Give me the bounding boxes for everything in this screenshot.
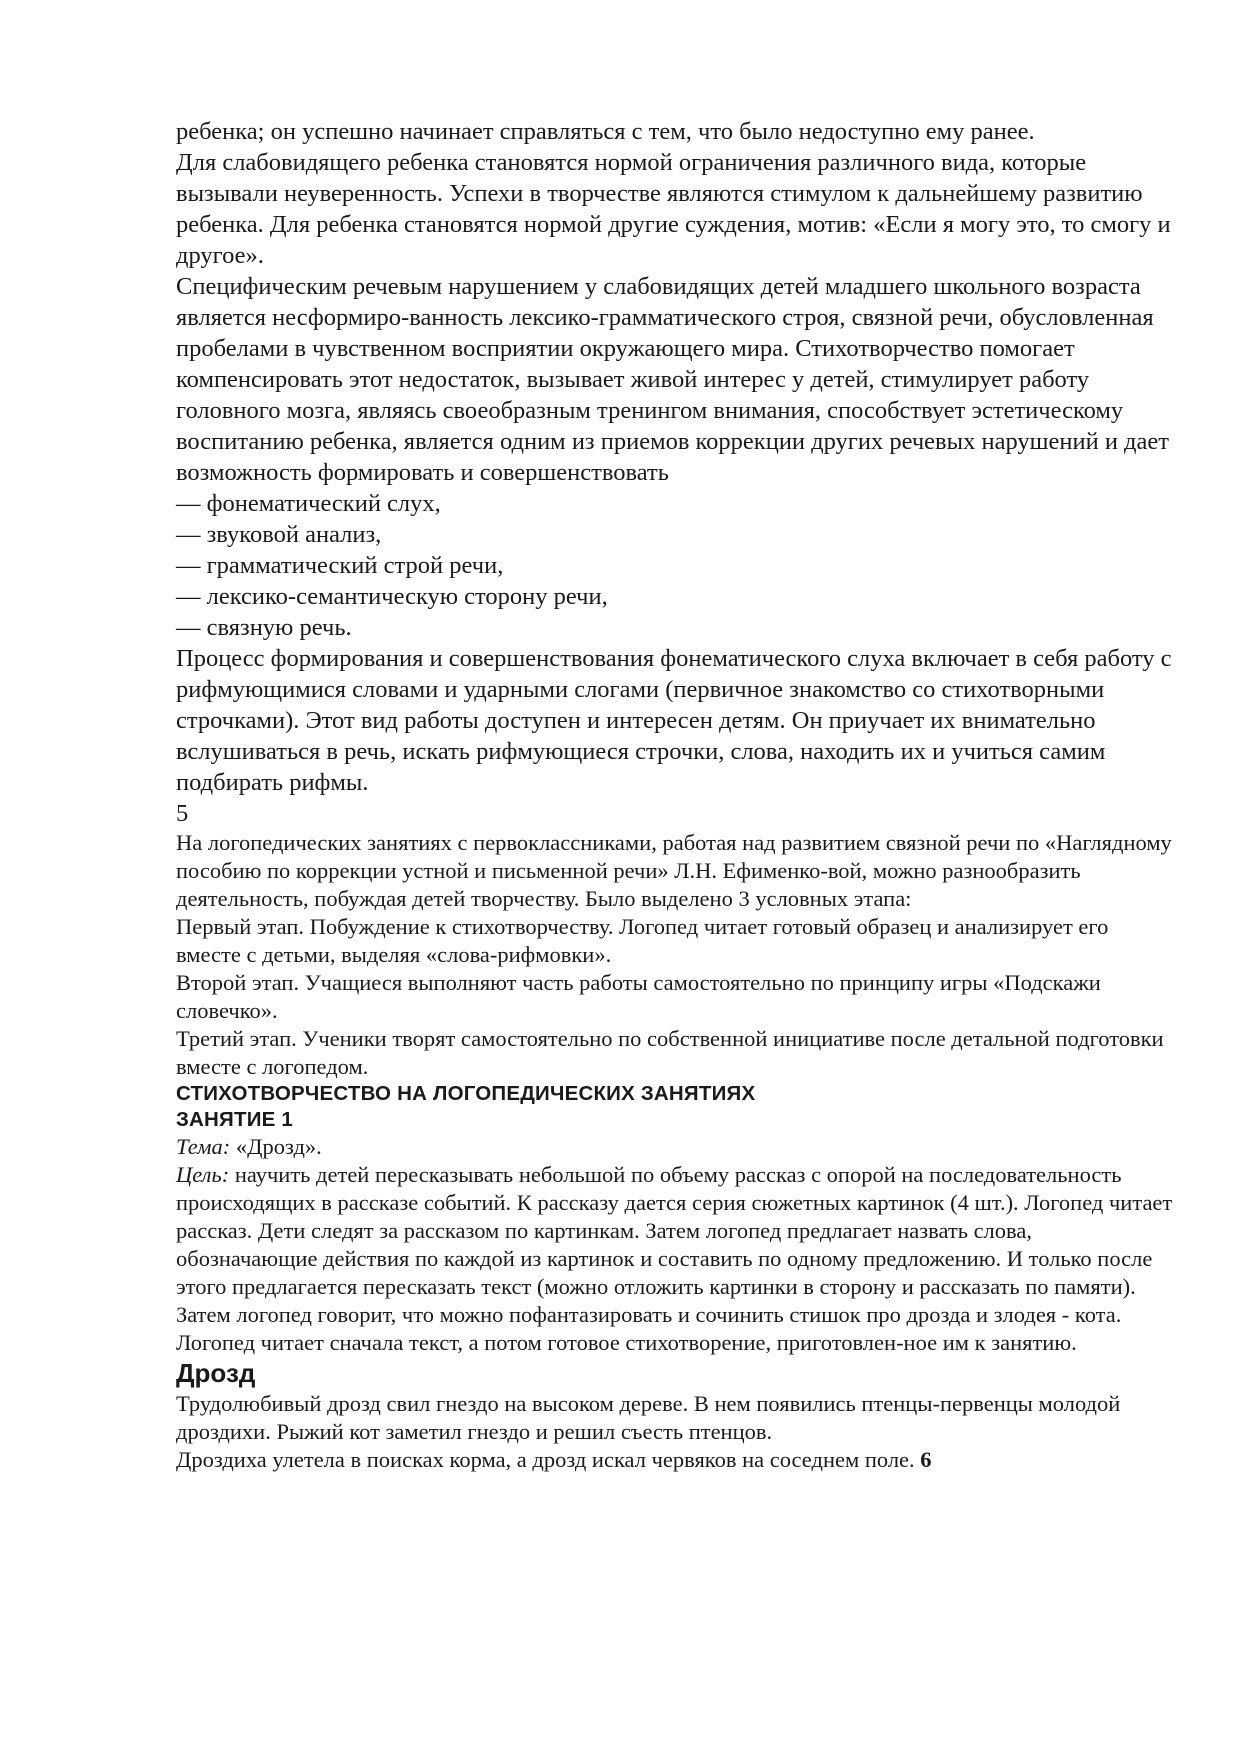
list-item: — связную речь. — [176, 614, 352, 641]
paragraph: ребенка; он успешно начинает справляться с тем, что было недоступно ему ранее. — [176, 118, 1035, 145]
lesson-heading: ЗАНЯТИЕ 1 — [176, 1108, 294, 1131]
topic-line — [176, 1133, 1176, 1161]
paragraph: Специфическим речевым нарушением у слабовидящих детей младшего школьного возраста является несформиро-ванность лексико-грамматического строя, связной речи, обусловленная пробелами в чувственном восприятии окружающего мира. Стихотворчество помогает компенсировать этот недостаток, вызывает живой интерес у детей, стимулирует работу головного мозга, являясь своеобразным тренингом внимания, способствует эстетическому воспитанию ребенка, является одним из приемов коррекции других речевых нарушений и дает возможность формировать и совершенствовать — [176, 273, 1169, 486]
goal-label: Цель: — [176, 1162, 230, 1187]
page-number: 6 — [920, 1447, 932, 1472]
list-item: — фонематический слух, — [176, 490, 441, 517]
story-last-line: Дроздиха улетела в поисках корма, а дрозд искал червяков на соседнем поле. — [176, 1447, 915, 1472]
list-item: — грамматический строй речи, — [176, 552, 504, 579]
page-content — [176, 116, 1176, 1474]
paragraph: На логопедических занятиях с первоклассниками, работая над развитием связной речи по «Наглядному пособию по коррекции устной и письменной речи» Л.Н. Ефименко-вой, можно разнообразить деятельность, побуждая детей творчеству. Было выделено 3 условных этапа: — [176, 830, 1172, 911]
topic-text: «Дрозд». — [230, 1134, 322, 1159]
paragraph: Затем логопед говорит, что можно пофантазировать и сочинить стишок про дрозда и злодея - кота. Логопед читает сначала текст, а потом готовое стихотворение, приготовлен-ное им к занятию. — [176, 1302, 1122, 1355]
topic-label: Тема: — [176, 1134, 231, 1159]
paragraph-last — [176, 1446, 1176, 1474]
stages-section — [176, 829, 1176, 1081]
section-heading: СТИХОТВОРЧЕСТВО НА ЛОГОПЕДИЧЕСКИХ ЗАНЯТИЯХ — [176, 1082, 756, 1105]
story-section — [176, 1390, 1176, 1474]
paragraph: Процесс формирования и совершенствования фонематического слуха включает в себя работу с рифмующимися словами и ударными слогами (первичное знакомство со стихотворными строчками). Этот вид работы доступен и интересен детям. Он приучает их внимательно вслушиваться в речь, искать рифмующиеся строчки, слова, находить их и учиться самим подбирать рифмы. — [176, 645, 1172, 796]
goal-paragraph — [176, 1161, 1176, 1301]
lesson-section — [176, 1133, 1176, 1357]
paragraph: Для слабовидящего ребенка становятся нормой ограничения различного вида, которые вызывали неуверенность. Успехи в творчестве являются стимулом к дальнейшему развитию ребенка. Для ребенка становятся нормой другие суждения, мотив: «Если я могу это, то смогу и другое». — [176, 149, 1171, 269]
page-number: 5 — [176, 800, 189, 827]
goal-text: научить детей пересказывать небольшой по объему рассказ с опорой на последовательность происходящих в рассказе событий. К рассказу дается серия сюжетных картинок (4 шт.). Логопед читает рассказ. Дети следят за рассказом по картинкам. Затем логопед предлагает назвать слова, обозначающие действия по каждой из картинок и составить по одному предложению. И только после этого предлагается пересказать текст (можно отложить картинки в сторону и рассказать по памяти). — [176, 1162, 1173, 1299]
list-item: — лексико-семантическую сторону речи, — [176, 583, 608, 610]
story-title: Дрозд — [176, 1358, 256, 1388]
paragraph: Первый этап. Побуждение к стихотворчеству. Логопед читает готовый образец и анализирует его вместе с детьми, выделяя «слова-рифмовки». — [176, 914, 1109, 967]
paragraph: Третий этап. Ученики творят самостоятельно по собственной инициативе после детальной подготовки вместе с логопедом. — [176, 1026, 1164, 1079]
list-item: — звуковой анализ, — [176, 521, 382, 548]
paragraph: Второй этап. Учащиеся выполняют часть работы самостоятельно по принципу игры «Подскажи словечко». — [176, 970, 1101, 1023]
paragraph: Трудолюбивый дрозд свил гнездо на высоком дереве. В нем появились птенцы-первенцы молодой дроздихи. Рыжий кот заметил гнездо и решил съесть птенцов. — [176, 1391, 1121, 1444]
